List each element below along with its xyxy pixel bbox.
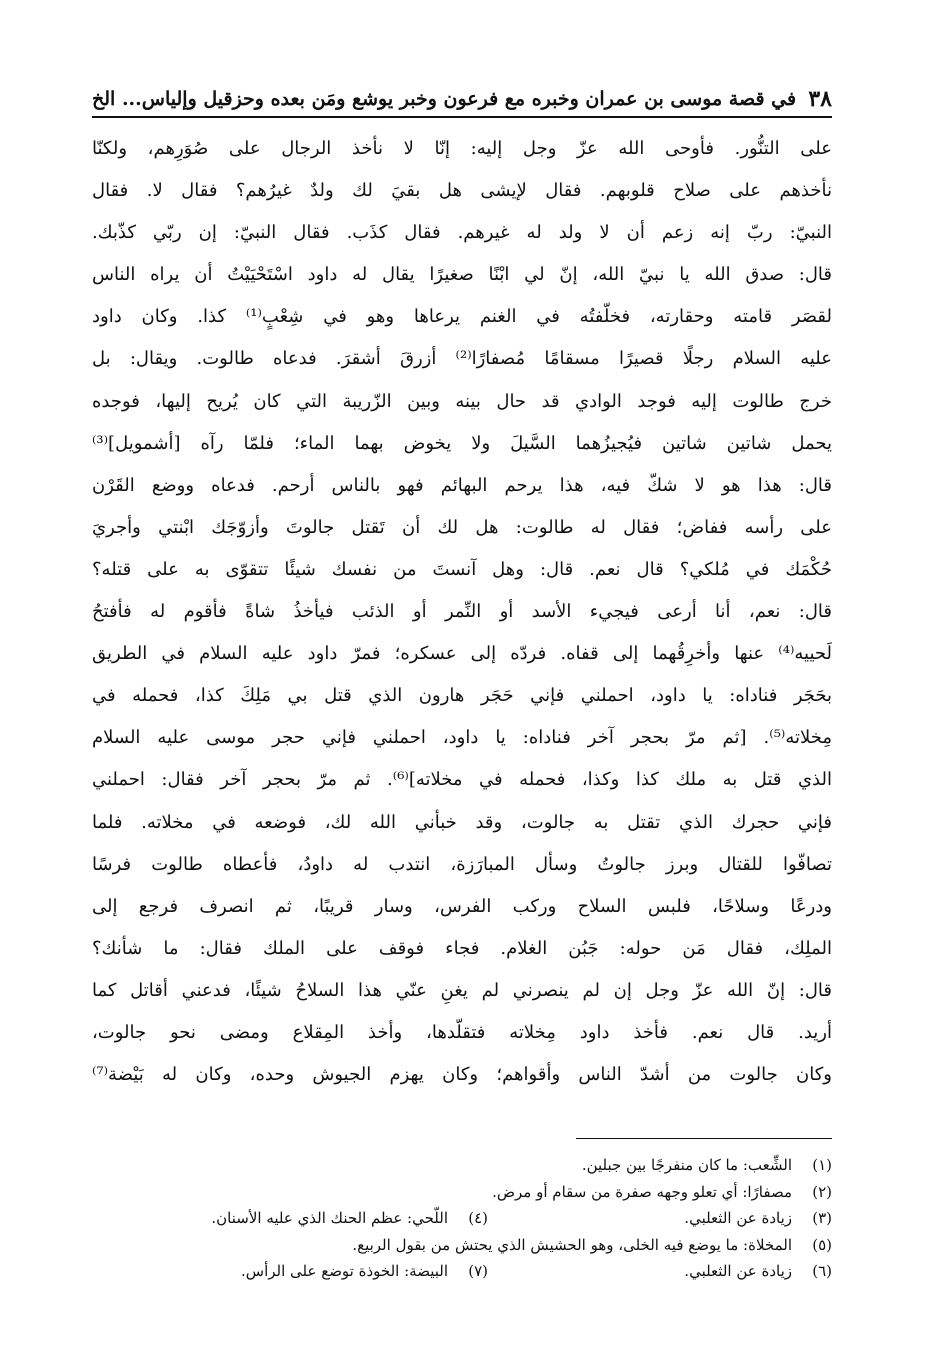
- page-header: [92, 78, 832, 114]
- footnote-number: (٥): [812, 1235, 832, 1254]
- footnote-text: اللّحي: عظم الحنك الذي عليه الأسنان.: [211, 1209, 448, 1227]
- footnote-text: المخلاة: ما يوضع فيه الخلى، وهو الحشيش الذي يحتش من بقول الربيع.: [352, 1235, 792, 1254]
- page-number: ٣٨: [808, 86, 832, 112]
- text-line: يحمل شاتين شاتين فيُجيزُهما السَّيلَ ولا يخوض بهما الماء؛ فلمّا رآه [أشمويل]⁽³⁾: [92, 432, 832, 454]
- text-line: لَحييه⁽⁴⁾ عنها وأخرِقُهما إلى قفاه. فردّه إلى عسكره؛ فمرّ داود عليه السلام في الطريق: [92, 643, 832, 665]
- text-line: ودرعًا وسلاحًا، فلبس السلاح وركب الفرس، وسار قريبًا، ثم انصرف فرجع إلى: [92, 895, 832, 917]
- footnote: [492, 1179, 832, 1206]
- footnote-text: مصفارًا: أي تعلو وجهه صفرة من سقام أو مرض.: [492, 1182, 792, 1201]
- footnote-number: (٤): [468, 1209, 488, 1227]
- text-line: قال: نعم، أنا أرعى فيجيء الأسد أو النِّمر أو الذئب فيأخذُ شاةً فأقوم له فأفتحُ: [92, 601, 832, 623]
- footnote-number: (٣): [812, 1209, 832, 1227]
- text-line: الذي قتل به ملك كذا وكذا، فحمله في مخلاته]⁽⁶⁾. ثم مرّ بحجر آخر فقال: احملني: [92, 769, 832, 791]
- text-line: قال: إنّ الله عزّ وجل إن لم ينصرني لم يغنِ عنّي هذا السلاحُ شيئًا، فدعني أقاتل كما: [92, 979, 832, 1001]
- footnote-row: [92, 1258, 832, 1285]
- text-line: عليه السلام رجلًا قصيرًا مسقامًا مُصفارًا⁽²⁾ أزرقَ أشقرَ. فدعاه طالوت. ويقال: بل: [92, 348, 832, 370]
- text-line: قال: هذا هو لا شكّ فيه، هذا يرحم البهائم فهو بالناس أرحم. فدعاه ووضع القَرْن: [92, 474, 832, 496]
- footnote: [582, 1152, 832, 1179]
- footnote-text: زيادة عن الثعلبي.: [684, 1262, 792, 1280]
- header-rule: [92, 116, 832, 118]
- text-line: وكان جالوت من أشدّ الناس وأقواهم؛ وكان يهزم الجيوش وحده، وكان له بَيْضة⁽⁷⁾: [92, 1064, 832, 1086]
- footnote: [211, 1205, 488, 1232]
- footnote: [352, 1232, 832, 1259]
- footnote-number: (٢): [812, 1182, 832, 1201]
- main-text: [92, 128, 832, 1096]
- text-line: أريد. قال نعم. فأخذ داود مِخلاته فتقلّدها، وأخذ المِقلاع ومضى نحو جالوت،: [92, 1021, 832, 1043]
- text-line: نأخذهم على صلاح قلوبهم. فقال لإيشى هل بقيَ لك ولدٌ غيرُهم؟ فقال لا. فقال: [92, 180, 832, 202]
- footnote-number: (٧): [468, 1262, 488, 1280]
- footnote-row: [92, 1205, 832, 1232]
- footnote-number: (١): [812, 1156, 832, 1174]
- footnote-row: [92, 1179, 832, 1206]
- footnote-row: [92, 1232, 832, 1259]
- footnote: [241, 1258, 488, 1285]
- footnote-row: [92, 1152, 832, 1179]
- text-line: فإني حجرك الذي تقتل به جالوت، وقد خبأني الله لك، فوضعه في مخلاته. فلما: [92, 811, 832, 833]
- footnotes: [92, 1152, 832, 1285]
- footnote-text: الشِّعب: ما كان منفرجًا بين جبلين.: [581, 1156, 792, 1174]
- text-line: بحَجَر فناداه: يا داود، احملني فإني حَجَر هارون الذي قتل بي مَلِكَ كذا، فحمله في: [92, 685, 832, 707]
- text-line: على التنُّور. فأوحى الله عزّ وجل إليه: إنّا لا نأخذ الرجال على صُوَرِهم، ولكنّا: [92, 138, 832, 159]
- text-line: مِخلاته⁽⁵⁾. [ثم مرّ بحجر آخر فناداه: يا داود، احملني فإني حجر موسى عليه السلام: [92, 727, 832, 749]
- footnote: [488, 1205, 832, 1232]
- text-line: الملِك، فقال مَن حوله: جَبُن الغلام. فجاء فوقف على الملك فقال: ما شأنك؟: [92, 937, 832, 959]
- text-line: على رأسه ففاض؛ فقال له طالوت: هل لك أن تَقتل جالوتَ وأزوّجَك ابْنتي وأجريَ: [92, 516, 832, 538]
- text-line: خرج طالوت إليه فوجد الوادي قد حال بينه وبين الزّريبة التي كان يُريح إليها، فوجده: [92, 390, 832, 412]
- footnote-number: (٦): [812, 1262, 832, 1280]
- text-line: النبيّ: ربّ إنه زعم أن لا ولد له غيرهم. فقال كذَب. فقال النبيّ: إن ربّي كذّبك.: [92, 222, 832, 244]
- footnote-text: البيضة: الخوذة توضع على الرأس.: [241, 1262, 448, 1280]
- footnote: [488, 1258, 832, 1285]
- text-line: قال: صدق الله يا نبيّ الله، إنّ لي ابْنًا صغيرًا يقال له داود اسْتَحْيَيْتُ أن يراه الناس: [92, 264, 832, 286]
- text-line: حُكْمَك في مُلكي؟ قال نعم. قال: وهل آنستَ من نفسك شيئًا تتقوّى به على قتله؟: [92, 558, 832, 580]
- text-line: تصافّوا للقتال وبرز جالوتُ وسأل المبارَزة، انتدب له داودُ، فأعطاه طالوت فرسًا: [92, 853, 832, 875]
- running-title: في قصة موسى بن عمران وخبره مع فرعون وخبر يوشع ومَن بعده وحزقيل وإلياس... الخ: [92, 88, 797, 110]
- footnote-rule: [576, 1138, 832, 1139]
- text-line: لقصَر قامته وحقارته، فخلّفتُه في الغنم يرعاها وهو في شِعْبٍ⁽¹⁾ كذا. وكان داود: [92, 306, 832, 328]
- footnote-text: زيادة عن الثعلبي.: [684, 1209, 792, 1227]
